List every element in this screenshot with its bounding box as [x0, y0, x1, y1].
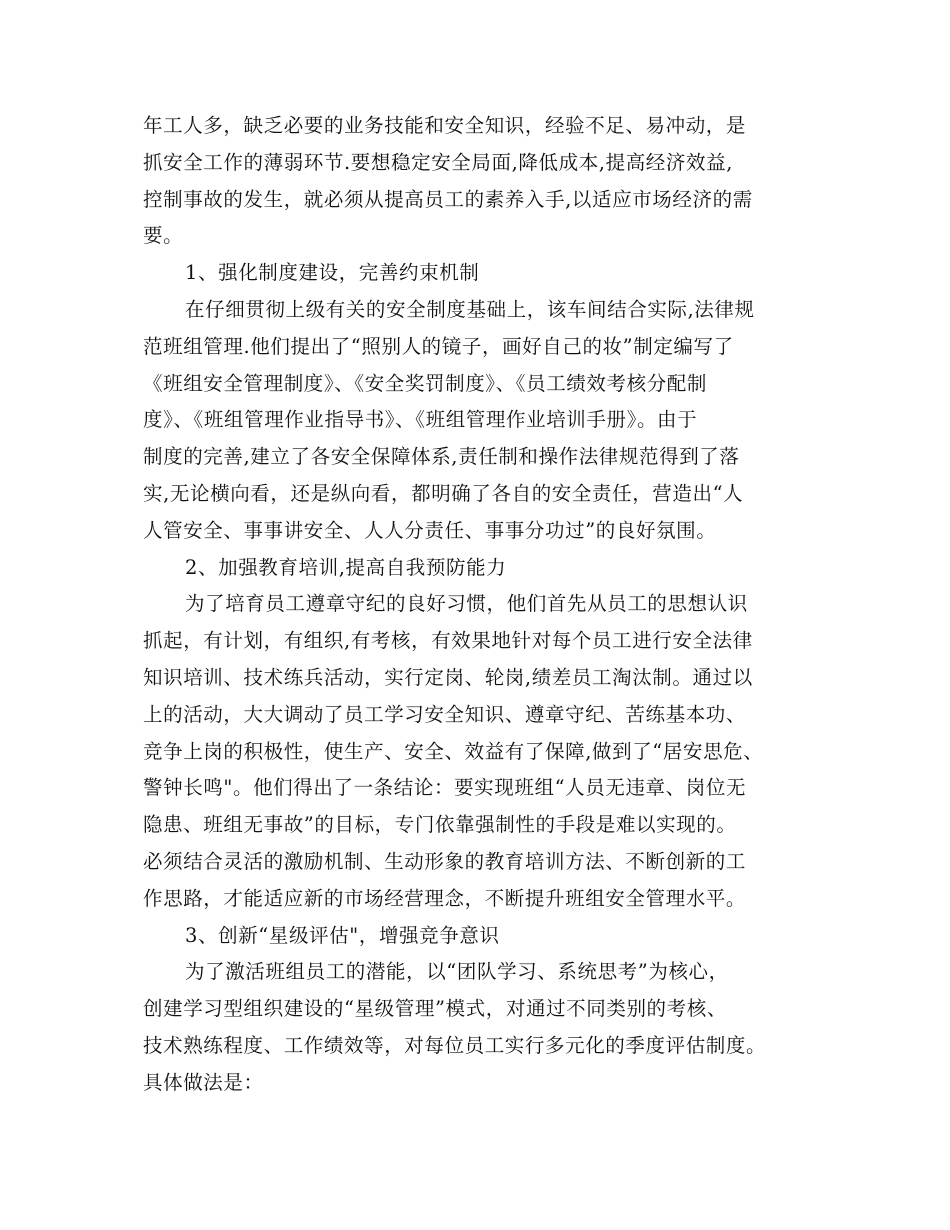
- text-line: 3、创新“星级评估"，增强竞争意识: [185, 923, 500, 947]
- text-line: 控制事故的发生，就必须从提高员工的素养入手,以适应市场经济的需: [143, 187, 753, 211]
- text-line: 在仔细贯彻上级有关的安全制度基础上，该车间结合实际,法律规: [185, 297, 755, 321]
- text-line: 警钟长鸣"。他们得出了一条结论：要实现班组“人员无违章、岗位无: [143, 776, 747, 800]
- text-line: 创建学习型组织建设的“星级管理”模式，对通过不同类别的考核、: [143, 997, 727, 1021]
- text-line: 范班组管理.他们提出了“照别人的镜子，画好自己的妆”制定编写了: [143, 334, 734, 358]
- text-line: 年工人多，缺乏必要的业务技能和安全知识，经验不足、易冲动，是: [143, 114, 747, 137]
- document-body: [143, 108, 823, 1102]
- text-line: 1、强化制度建设，完善约束机制: [185, 261, 480, 285]
- text-line: 实,无论横向看，还是纵向看，都明确了各自的安全责任，营造出“人: [143, 481, 744, 505]
- text-line: 人管安全、事事讲安全、人人分责任、事事分功过”的良好氛围。: [143, 518, 717, 542]
- text-line: 抓安全工作的薄弱环节.要想稳定安全局面,降低成本,提高经济效益,: [143, 150, 733, 174]
- text-line: 制度的完善,建立了各安全保障体系,责任制和操作法律规范得到了落: [143, 445, 740, 469]
- text-line: 要。: [143, 224, 184, 248]
- text-line: 为了培育员工遵章守纪的良好习惯，他们首先从员工的思想认识: [185, 592, 748, 616]
- text-line: 作思路，才能适应新的市场经营理念，不断提升班组安全管理水平。: [143, 886, 747, 910]
- text-line: 2、加强教育培训,提高自我预防能力: [185, 555, 507, 579]
- text-line: 技术熟练程度、工作绩效等，对每位员工实行多元化的季度评估制度。: [143, 1033, 767, 1057]
- text-line: 必须结合灵活的激励机制、生动形象的教育培训方法、不断创新的工: [143, 849, 747, 873]
- text-line: 隐患、班组无事故”的目标，专门依靠强制性的手段是难以实现的。: [143, 813, 737, 837]
- text-line: 为了激活班组员工的潜能，以“团队学习、系统思考”为核心，: [185, 960, 729, 984]
- text-line: 度》、《班组管理作业指导书》、《班组管理作业培训手册》。由于: [143, 408, 698, 432]
- text-line: 竞争上岗的积极性，使生产、安全、效益有了保障,做到了“居安思危、: [143, 739, 764, 763]
- text-line: 抓起，有计划，有组织,有考核，有效果地针对每个员工进行安全法律: [143, 629, 753, 653]
- text-line: 知识培训、技术练兵活动，实行定岗、轮岗,绩差员工淘汰制。通过以: [143, 665, 753, 689]
- text-line: 《班组安全管理制度》、《安全奖罚制度》、《员工绩效考核分配制: [143, 371, 708, 395]
- text-line: 具体做法是：: [143, 1070, 264, 1094]
- text-line: 上的活动，大大调动了员工学习安全知识、遵章守纪、苦练基本功、: [143, 702, 747, 726]
